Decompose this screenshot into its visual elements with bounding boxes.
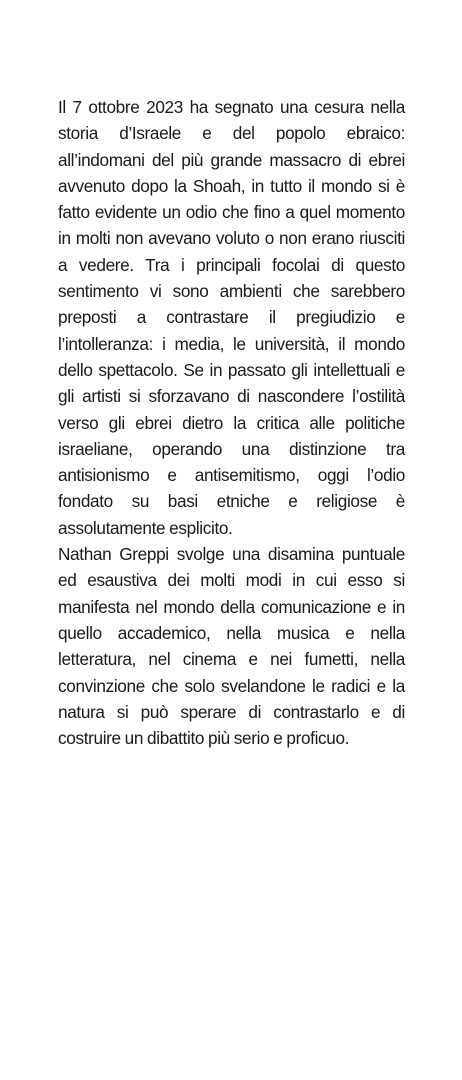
paragraph-2: Nathan Greppi svolge una disamina puntuale ed esaustiva dei molti modi in cui esso si manifesta nel mondo della comunicazione e in quello accademico, nella musica e nella letteratura, nel cinema e nei fumetti, nella convinzione che solo svelandone le radici e la natura si può sperare di contrastarlo e di costruire un dibattito più serio e proficuo. — [58, 544, 405, 749]
paragraph-1: Il 7 ottobre 2023 ha segnato una cesura nella storia d’Israele e del popolo ebraico: all’indomani del più grande massacro di ebrei avvenuto dopo la Shoah, in tutto il mondo si è fatto evidente un odio che fino a quel momento in molti non avevano voluto o non erano riusciti a vedere. Tra i principali focolai di questo sentimento vi sono ambienti che sarebbero preposti a contrastare il pregiudizio e l’intolleranza: i media, le università, il mondo dello spettacolo. Se in passato gli intellettuali e gli artisti si sforzavano di nascondere l’ostilità verso gli ebrei dietro la critica alle politiche israeliane, operando una distinzione tra antisionismo e antisemitismo, oggi l’odio fondato su basi etniche e religiose è assolutamente esplicito. — [58, 97, 405, 538]
body-text — [58, 94, 405, 751]
